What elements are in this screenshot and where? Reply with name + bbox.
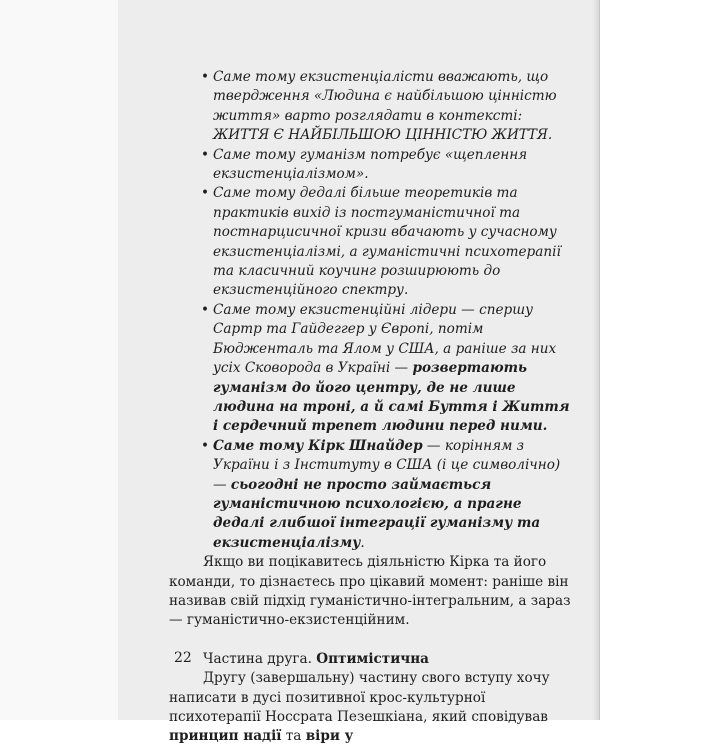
text-run: Саме тому екзистенціалісти вважають, що твердження «Людина є найбільшою цінністю життя» варто розглядати в контексті: ЖИТТЯ Є НАЙБІЛЬШОЮ ЦІННІСТЮ ЖИТТЯ.	[213, 69, 557, 144]
emphasis-hope: принцип надії	[169, 728, 282, 745]
bullet-dot-icon: •	[201, 185, 210, 202]
background-left	[0, 0, 118, 720]
bullet-dot-icon: •	[201, 146, 210, 163]
page-edge-shadow	[592, 0, 600, 720]
background-right	[600, 0, 720, 720]
text-run: .	[360, 534, 365, 551]
text-run: Саме тому дедалі більше теоретиків та практиків вихід із постгуманістичної та постнарцисичної кризи вбачають у сучасному екзистенціалізмі, а гуманістичні психотерапії та класичний коучинг розширюють до екзистенційного спектру.	[213, 185, 561, 299]
section-title: Оптимістична	[316, 650, 429, 667]
spacer	[169, 631, 571, 650]
text-run: — корінням з України і з Інституту в США (і це символічно) —	[213, 437, 561, 493]
body-paragraph-2	[169, 669, 571, 747]
body-paragraph: Якщо ви поцікавитесь діяльністю Кірка та його команди, то дізнаєтесь про цікавий момент: раніше він називав свій підхід гуманістично-інтегральним, а зараз — гуманістично-екзистенційним.	[169, 554, 571, 629]
page-number: 22	[174, 650, 192, 666]
bold-text: сьогодні не просто займається гуманістичною психологією, а прагне дедалі глибшої інтеграції гуманізму та екзистенціалізму	[213, 476, 541, 551]
bullet-dot-icon: •	[201, 69, 210, 85]
emphasis-faith: віри у	[305, 728, 354, 745]
section-heading	[169, 650, 571, 669]
paragraph-connector: та	[281, 728, 306, 745]
bullet-item	[169, 146, 571, 185]
section-prefix: Частина друга.	[203, 650, 317, 667]
bullet-item	[169, 184, 571, 300]
bullet-dot-icon: •	[201, 301, 210, 318]
bullet-item	[169, 437, 571, 553]
bold-text: розвертають гуманізм до його центру, де не лише людина на троні, а й самі Буття і Життя і сердечний трепет людини перед ними.	[213, 360, 570, 435]
bullet-dot-icon: •	[201, 437, 210, 454]
text-run: Саме тому гуманізм потребує «щеплення екзистенціалізмом».	[213, 146, 528, 183]
bold-text: Саме тому Кірк Шнайдер	[213, 437, 423, 454]
bullet-item	[169, 301, 571, 437]
bullet-list	[169, 68, 571, 553]
page-text	[169, 68, 571, 747]
bullet-item	[169, 68, 571, 146]
paragraph-text: Другу (завершальну) частину свого вступу хочу написати в дусі позитивної крос-культурної психотерапії Носсрата Пезешкіана, який сповідував	[169, 670, 550, 725]
text-run: Саме тому екзистенційні лідери — спершу Сартр та Гайдеггер у Європі, потім Бюдженталь та Ялом у США, а раніше за них усіх Сковорода в Україні —	[213, 301, 557, 377]
